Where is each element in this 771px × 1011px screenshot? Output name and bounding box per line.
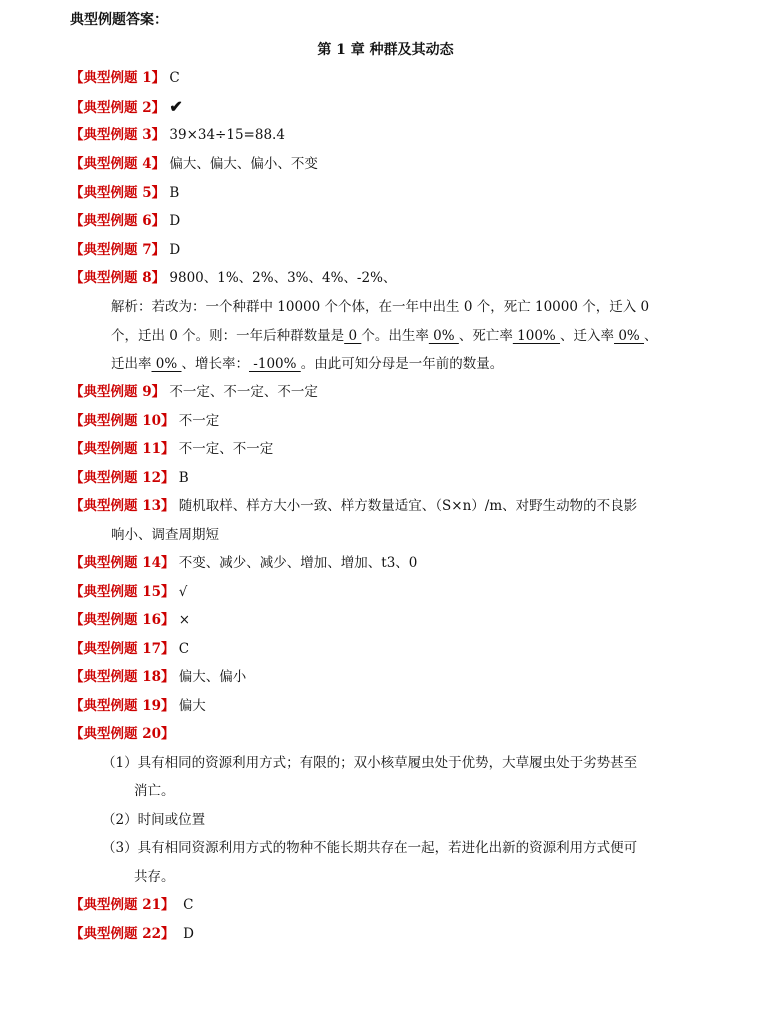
q20-part-1: （1）具有相同的资源利用方式；有限的；双小核草履虫处于优势，大草履虫处于劣势甚至 bbox=[102, 755, 638, 771]
question-label: 【典型例题 18】 bbox=[70, 669, 175, 685]
answer-line-13-continuation: 响小、调查周期短 bbox=[111, 527, 219, 543]
question-label: 【典型例题 8】 bbox=[70, 270, 166, 286]
answer-line-9 bbox=[70, 382, 318, 402]
answer-line-11 bbox=[70, 439, 273, 459]
question-label: 【典型例题 22】 bbox=[70, 926, 175, 942]
answer-line-3 bbox=[70, 125, 285, 145]
page-heading: 典型例题答案： bbox=[70, 12, 168, 28]
answer-text: B bbox=[178, 470, 189, 486]
question-label: 【典型例题 17】 bbox=[70, 641, 175, 657]
answer-line-17 bbox=[70, 639, 189, 659]
answer-text: D bbox=[183, 926, 194, 942]
chapter-title: 第 1 章 种群及其动态 bbox=[317, 42, 454, 58]
check-icon: √ bbox=[178, 584, 188, 600]
answer-text: 39×34÷15=88.4 bbox=[169, 127, 285, 143]
question-label: 【典型例题 5】 bbox=[70, 185, 166, 201]
q20-part-3: （3）具有相同资源利用方式的物种不能长期共存在一起，若进化出新的资源利用方式便可 bbox=[102, 840, 638, 856]
answer-line-8 bbox=[70, 268, 396, 288]
answer-line-4 bbox=[70, 154, 318, 174]
answer-line-1 bbox=[70, 68, 180, 88]
answer-line-14 bbox=[70, 553, 417, 573]
answer-text: 不一定、不一定 bbox=[178, 441, 274, 457]
fill-blank: 0% bbox=[614, 328, 645, 344]
answer-line-10 bbox=[70, 411, 219, 431]
question-label: 【典型例题 20】 bbox=[70, 726, 175, 742]
answer-line-22 bbox=[70, 924, 194, 944]
question-label: 【典型例题 13】 bbox=[70, 498, 175, 514]
q20-part-1-continuation: 消亡。 bbox=[134, 783, 175, 799]
analysis-line-2: 个，迁出 0 个。则：一年后种群数量是 0 个。出生率 0% 、死亡率 100% 、迁入率 0% 、 bbox=[111, 328, 658, 344]
cross-icon: × bbox=[178, 612, 191, 628]
answer-text: C bbox=[178, 641, 190, 657]
question-label: 【典型例题 10】 bbox=[70, 413, 175, 429]
question-label: 【典型例题 3】 bbox=[70, 127, 166, 143]
answer-line-18 bbox=[70, 667, 246, 687]
check-mark-icon: ✔ bbox=[169, 97, 183, 116]
q20-part-3-continuation: 共存。 bbox=[134, 869, 175, 885]
question-label: 【典型例题 11】 bbox=[70, 441, 175, 457]
answer-text: D bbox=[169, 242, 181, 258]
answer-text: 偏大、偏小 bbox=[178, 669, 247, 685]
answer-text: 不一定、不一定、不一定 bbox=[169, 384, 318, 400]
answer-text: 偏大 bbox=[178, 698, 206, 714]
question-label: 【典型例题 12】 bbox=[70, 470, 175, 486]
answer-text: 9800、1%、2%、3%、4%、-2%、 bbox=[169, 270, 397, 286]
q20-part-2: （2）时间或位置 bbox=[102, 812, 206, 828]
answer-text: C bbox=[183, 897, 194, 913]
fill-blank: 100% bbox=[512, 328, 561, 344]
fill-blank: 0% bbox=[428, 328, 459, 344]
analysis-line-3: 迁出率 0% 、增长率： -100% 。由此可知分母是一年前的数量。 bbox=[111, 356, 504, 372]
answer-text: 随机取样、样方大小一致、样方数量适宜、（S×n）/m、对野生动物的不良影 bbox=[178, 498, 638, 514]
answer-text: 不一定 bbox=[178, 413, 220, 429]
answer-line-13 bbox=[70, 496, 637, 516]
question-label: 【典型例题 15】 bbox=[70, 584, 175, 600]
answer-text: B bbox=[169, 185, 180, 201]
answer-text: D bbox=[169, 213, 181, 229]
answer-line-5 bbox=[70, 183, 179, 203]
answer-line-6 bbox=[70, 211, 180, 231]
fill-blank: 0% bbox=[151, 356, 182, 372]
question-label: 【典型例题 1】 bbox=[70, 70, 166, 86]
fill-blank: -100% bbox=[249, 356, 301, 372]
question-label: 【典型例题 21】 bbox=[70, 897, 175, 913]
answer-line-16 bbox=[70, 610, 190, 630]
answer-text: C bbox=[169, 70, 180, 86]
question-label: 【典型例题 4】 bbox=[70, 156, 166, 172]
analysis-line-1: 解析：若改为：一个种群中 10000 个个体，在一年中出生 0 个，死亡 10000 个，迁入 0 bbox=[111, 299, 650, 315]
question-label: 【典型例题 14】 bbox=[70, 555, 175, 571]
question-label: 【典型例题 16】 bbox=[70, 612, 175, 628]
fill-blank: 0 bbox=[344, 328, 362, 344]
answer-line-20 bbox=[70, 724, 175, 744]
question-label: 【典型例题 2】 bbox=[70, 100, 166, 116]
answer-text: 不变、减少、减少、增加、增加、t3、0 bbox=[178, 555, 418, 571]
question-label: 【典型例题 7】 bbox=[70, 242, 166, 258]
question-label: 【典型例题 6】 bbox=[70, 213, 166, 229]
answer-text: 偏大、偏大、偏小、不变 bbox=[169, 156, 318, 172]
answer-line-21 bbox=[70, 895, 193, 915]
answer-line-19 bbox=[70, 696, 206, 716]
answer-line-2 bbox=[70, 97, 183, 118]
answer-line-12 bbox=[70, 468, 189, 488]
question-label: 【典型例题 19】 bbox=[70, 698, 175, 714]
question-label: 【典型例题 9】 bbox=[70, 384, 166, 400]
answer-line-15 bbox=[70, 582, 187, 602]
answer-line-7 bbox=[70, 240, 180, 260]
